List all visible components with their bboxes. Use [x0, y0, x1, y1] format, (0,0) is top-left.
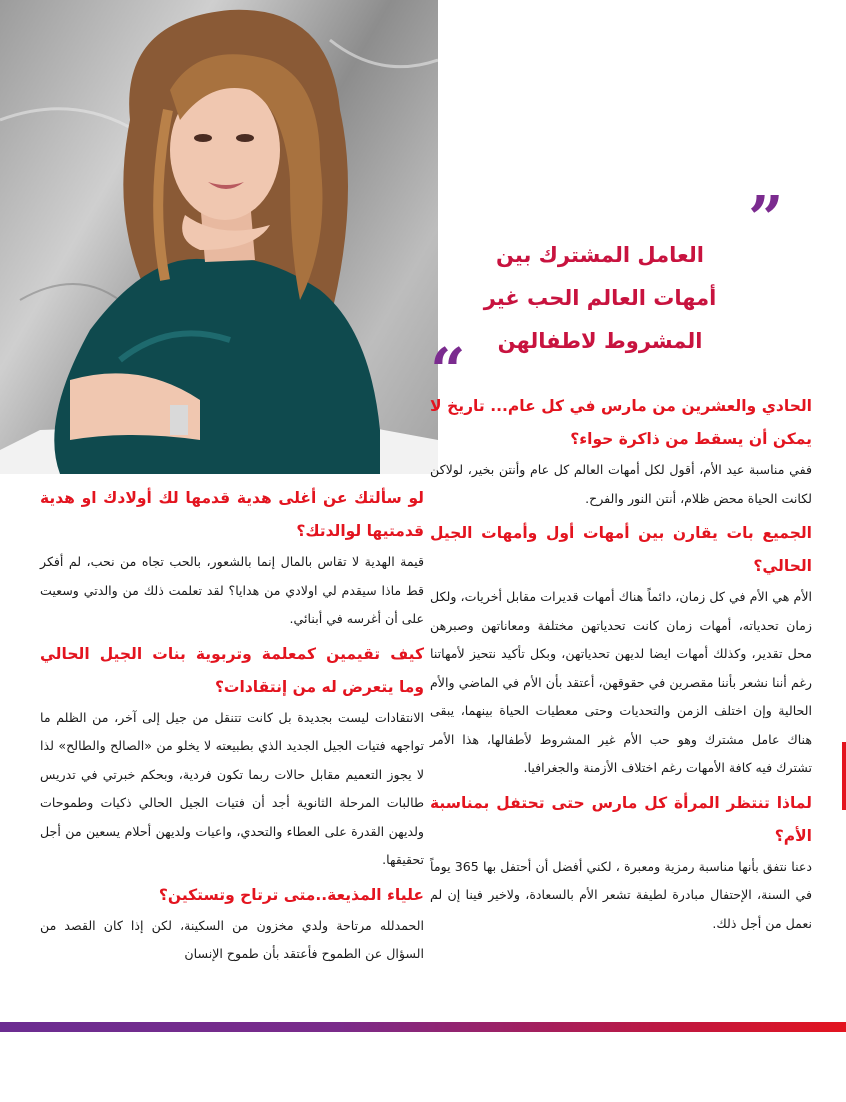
interview-answer: دعنا نتفق بأنها مناسبة رمزية ومعبرة ، لكني أفضل أن أحتفل بها 365 يوماً في السنة، الإحتفال مبادرة لطيفة تشعر الأم بالسعادة، ولاخير فينا إن لم نعمل من أجل ذلك. [430, 858, 812, 931]
interview-answer: الحمدلله مرتاحة ولدي مخزون من السكينة، لكن إذا كان القصد من السؤال عن الطموح فأعتقد بأن طموح الإنسان [40, 917, 424, 961]
interview-question: علياء المذيعة..متى ترتاح وتستكين؟ [158, 885, 424, 904]
footer-gradient-bar [0, 1022, 846, 1032]
interview-question: كيف تقيمين كمعلمة وتربوية بنات الجيل الحالي وما يتعرض له من إنتقادات؟ [40, 644, 424, 696]
article-column-left [40, 482, 424, 973]
pull-quote-line: العامل المشترك بين [496, 243, 704, 267]
interview-answer: قيمة الهدية لا تقاس بالمال إنما بالشعور، بالحب تجاه من نحب، لم أفكر قط ماذا سيقدم لي اولادي من هدايا؟ لقد تعلمت ذلك من والدتي وسعيت على أن أغرسه في أبنائي. [40, 554, 424, 626]
interview-answer: الأم هي الأم في كل زمان، دائماً هناك أمهات قديرات مقابل أخريات، ولكل زمان تحدياته، أمهات زمان كانت تحدياتهن مختلفة ومعاناتهن وصبرهن محل تقدير، وكذلك أمهات ايضا لديهن تحدياتهن، وبكل تأكيد نتحيز لأمهاتنا رغم أننا نشعر بأننا مقصرين في حقوقهن، أعتقد بأن الأم في الماضي والأم الحالية وإن اختلف الزمن والتحديات وحتى معطيات الحياة بينهما، يبقى هناك عامل مشترك وهو حب الأم غير المشروط لأطفالها، هذا الأمر تشترك فيه كافة الأمهات رغم اختلاف الأزمنة والجغرافيا. [430, 589, 812, 775]
interview-answer: الانتقادات ليست بجديدة بل كانت تتنقل من جيل إلى آخر، من الظلم ما تواجهه فتيات الجيل الجديد الذي بطبيعته لا يخلو من «الصالح والطالح» لذا لا يجوز التعميم مقابل حالات ربما تكون فردية، وبحكم خبرتي في تدريس طالبات المرحلة الثانوية أجد أن فتيات الجيل الحالي ذكيات وطموحات ولديهن القدرة على العطاء والتحدي، واعيات ولديهن أحلام يسعين من أجل تحقيقها. [40, 709, 424, 867]
quote-close-mark: “ [430, 334, 466, 407]
interview-question: لماذا تنتظر المرأة كل مارس حتى تحتفل بمناسبة الأم؟ [430, 793, 812, 845]
portrait-photo [0, 0, 438, 474]
interview-answer: ففي مناسبة عيد الأم، أقول لكل أمهات العالم كل عام وأنتن بخير، لولاكن لكانت الحياة محض ظلام، أنتن النور والفرح. [430, 462, 812, 506]
pull-quote-line: أمهات العالم الحب غير [483, 286, 717, 310]
article-column-right [430, 390, 812, 942]
interview-question: لو سألتك عن أغلى هدية قدمها لك أولادك او هدية قدمتيها لوالدتك؟ [40, 489, 424, 540]
page-edge-marker [842, 742, 846, 810]
interview-question: الجميع بات يقارن بين أمهات أول وأمهات الجيل الحالي؟ [430, 524, 812, 575]
interview-question: الحادي والعشرين من مارس في كل عام... تاريخ لا يمكن أن يسقط من ذاكرة حواء؟ [430, 397, 812, 448]
pull-quote-line: المشروط لاطفالهن [497, 329, 703, 353]
pull-quote [470, 234, 730, 363]
quote-open-mark: ” [748, 182, 784, 255]
